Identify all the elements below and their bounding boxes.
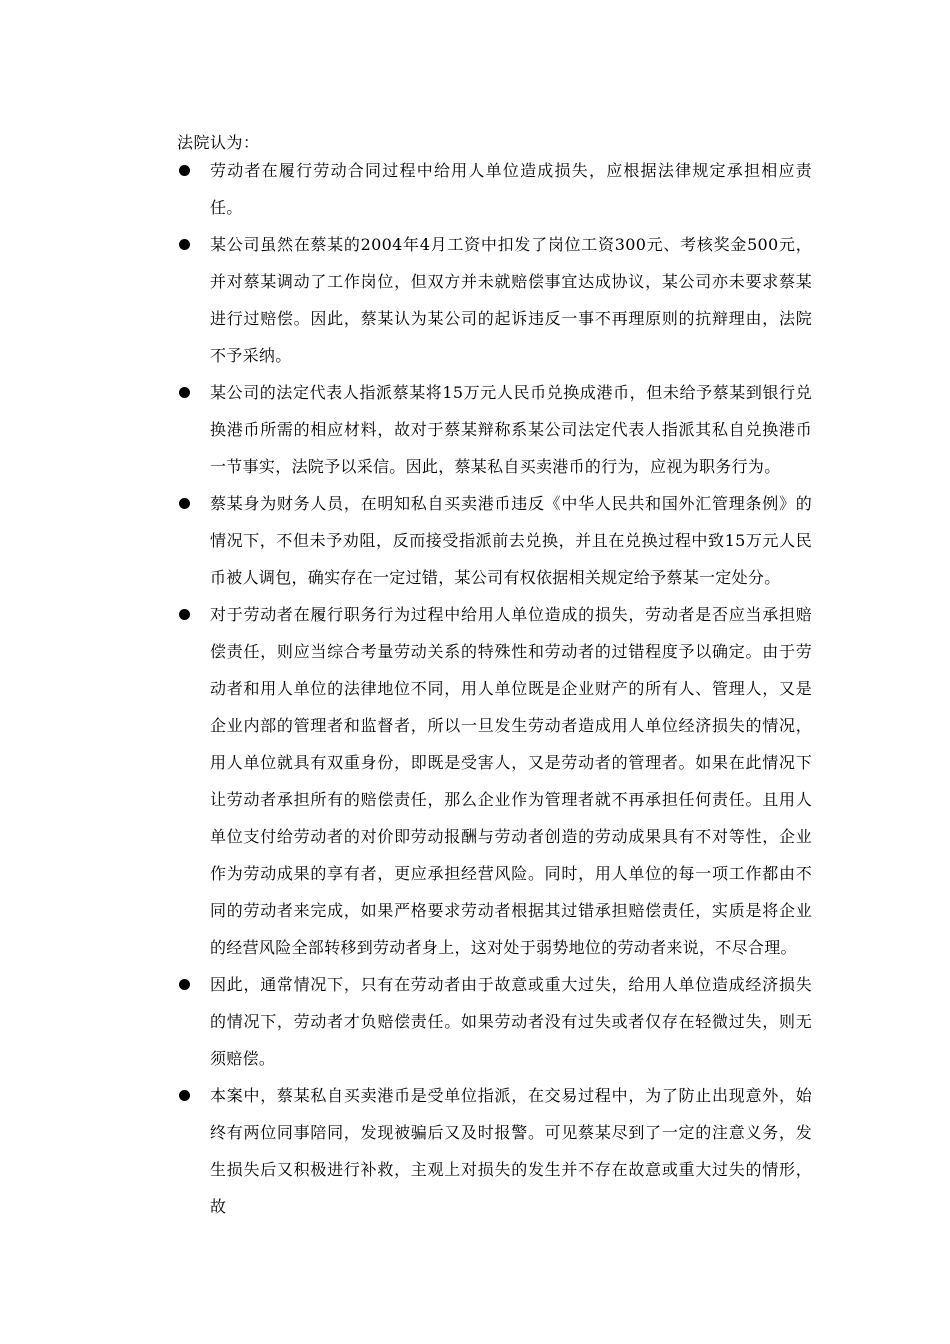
bullet-text: 某公司虽然在蔡某的2004年4月工资中扣发了岗位工资300元、考核奖金500元，并对蔡某调动了工作岗位，但双方并未就赔偿事宜达成协议，某公司亦未要求蔡某进行过赔偿。因此，蔡某认为某公司的起诉违反一事不再理原则的抗辩理由，法院不予采纳。: [210, 235, 812, 365]
bullet-text: 劳动者在履行劳动合同过程中给用人单位造成损失，应根据法律规定承担相应责任。: [210, 161, 812, 217]
bullet-dot-icon: [179, 387, 190, 398]
bullet-text: 本案中，蔡某私自买卖港币是受单位指派，在交易过程中，为了防止出现意外，始终有两位同事陪同，发现被骗后又及时报警。可见蔡某尽到了一定的注意义务，发生损失后又积极进行补救，主观上对损失的发生并不存在故意或重大过失的情形，故: [210, 1086, 812, 1216]
bullet-text: 因此，通常情况下，只有在劳动者由于故意或重大过失，给用人单位造成经济损失的情况下，劳动者才负赔偿责任。如果劳动者没有过失或者仅存在轻微过失，则无须赔偿。: [210, 975, 812, 1068]
bullet-dot-icon: [179, 979, 190, 990]
bullet-dot-icon: [179, 165, 190, 176]
list-item: [177, 485, 812, 596]
bullet-dot-icon: [179, 239, 190, 250]
bullet-text: 对于劳动者在履行职务行为过程中给用人单位造成的损失，劳动者是否应当承担赔偿责任，则应当综合考量劳动关系的特殊性和劳动者的过错程度予以确定。由于劳动者和用人单位的法律地位不同，用人单位既是企业财产的所有人、管理人，又是企业内部的管理者和监督者，所以一旦发生劳动者造成用人单位经济损失的情况，用人单位就具有双重身份，即既是受害人，又是劳动者的管理者。如果在此情况下让劳动者承担所有的赔偿责任，那么企业作为管理者就不再承担任何责任。且用人单位支付给劳动者的对价即劳动报酬与劳动者创造的劳动成果具有不对等性，企业作为劳动成果的享有者，更应承担经营风险。同时，用人单位的每一项工作都由不同的劳动者来完成，如果严格要求劳动者根据其过错承担赔偿责任，实质是将企业的经营风险全部转移到劳动者身上，这对处于弱势地位的劳动者来说，不尽合理。: [210, 605, 812, 957]
intro-heading: 法院认为：: [177, 133, 260, 152]
bullet-text: 某公司的法定代表人指派蔡某将15万元人民币兑换成港币，但未给予蔡某到银行兑换港币所需的相应材料，故对于蔡某辩称系某公司法定代表人指派其私自兑换港币一节事实，法院予以采信。因此，蔡某私自买卖港币的行为，应视为职务行为。: [210, 383, 812, 476]
bullet-dot-icon: [179, 1090, 190, 1101]
bullet-text: 蔡某身为财务人员，在明知私自买卖港币违反《中华人民共和国外汇管理条例》的情况下，不但未予劝阻，反而接受指派前去兑换，并且在兑换过程中致15万元人民币被人调包，确实存在一定过错，某公司有权依据相关规定给予蔡某一定处分。: [210, 494, 812, 587]
list-item: [177, 596, 812, 966]
bullet-list: [177, 152, 812, 1225]
list-item: [177, 966, 812, 1077]
bullet-dot-icon: [179, 498, 190, 509]
list-item: [177, 226, 812, 374]
bullet-dot-icon: [179, 609, 190, 620]
list-item: [177, 152, 812, 226]
list-item: [177, 374, 812, 485]
list-item: [177, 1077, 812, 1225]
